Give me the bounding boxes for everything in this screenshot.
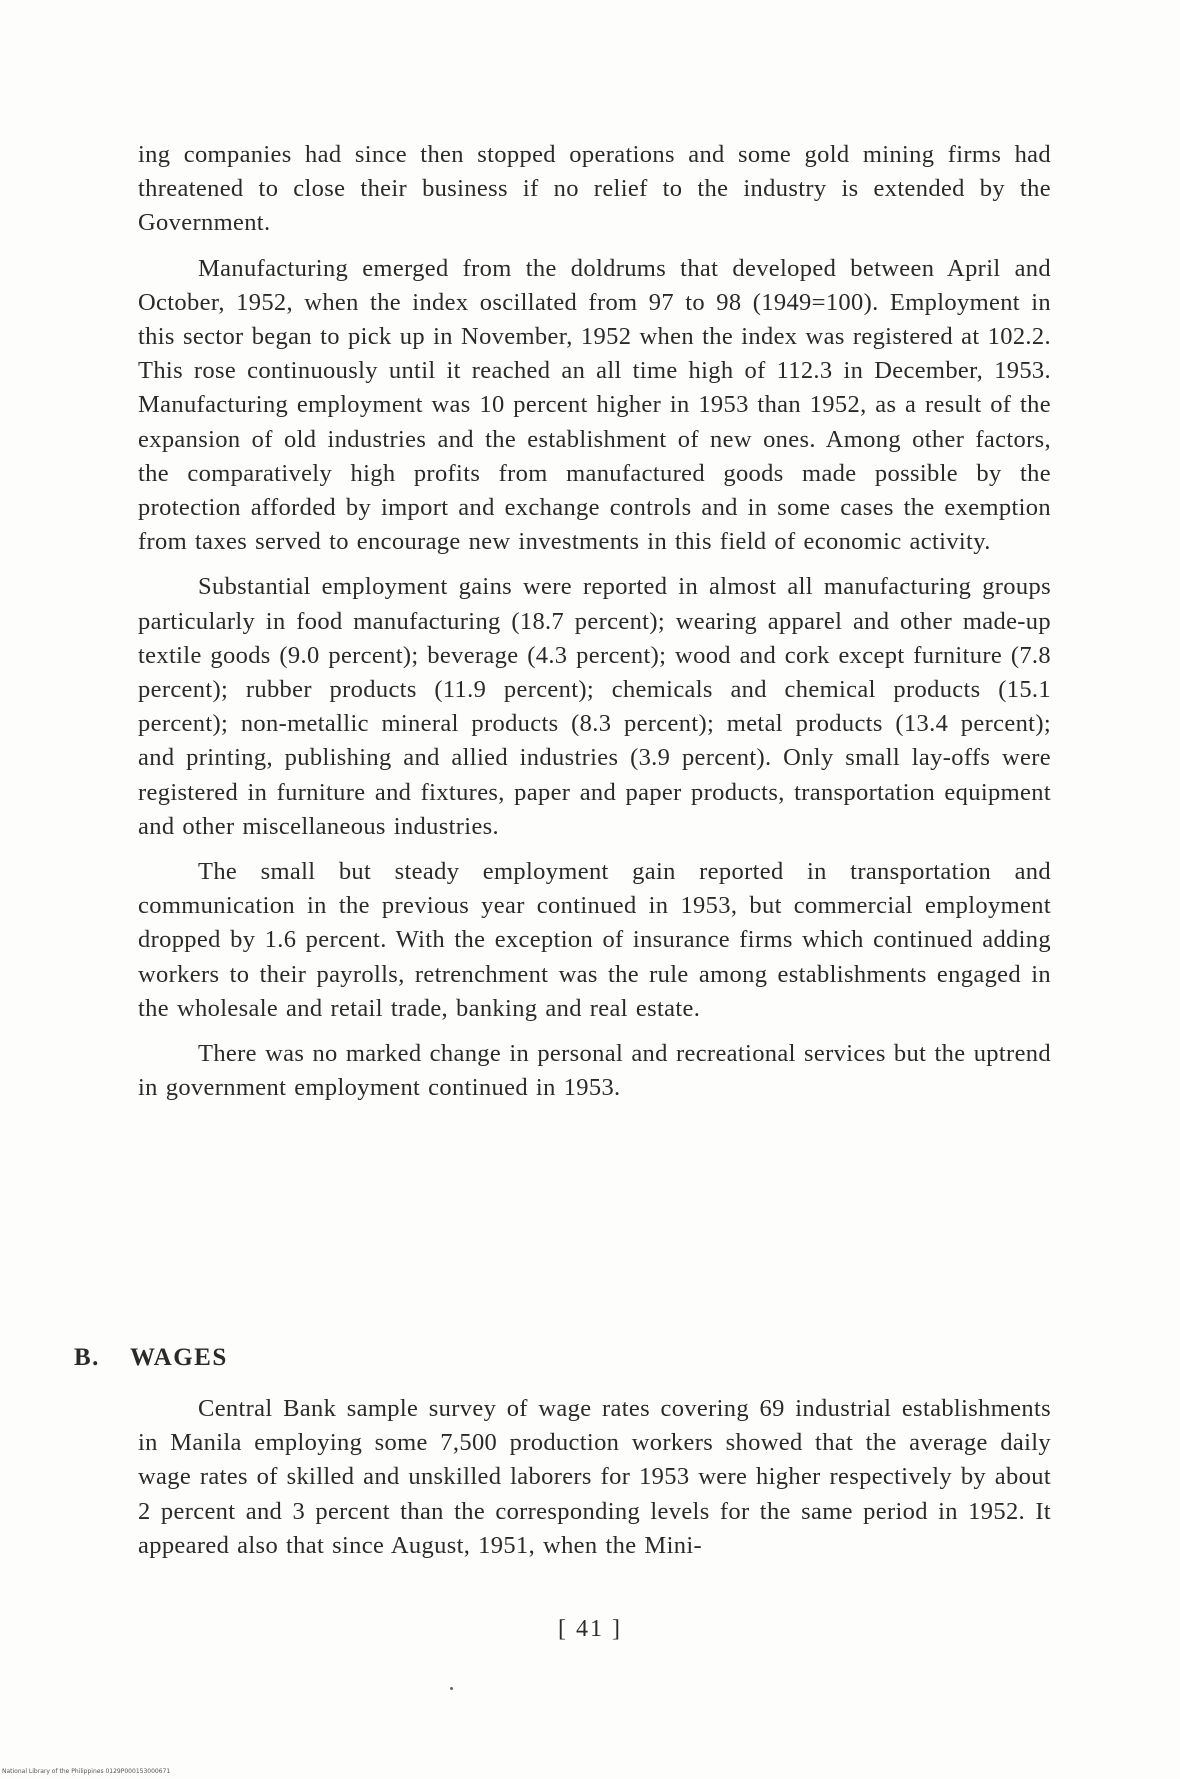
body-text (138, 138, 1051, 1105)
library-footer-stamp: National Library of the Philippines 0129P000153000671 (2, 1768, 171, 1775)
paragraph-wages: Central Bank sample survey of wage rates covering 69 industrial establishments in Manila employing some 7,500 production workers showed that the average daily wage rates of skilled and unskilled laborers for 1953 were higher respectively by about 2 percent and 3 percent than the corresponding levels for the same period in 1952. It appeared also that since August, 1951, when the Mini- (138, 1395, 1051, 1559)
scan-speck (450, 1687, 453, 1690)
wages-section-text (138, 1392, 1051, 1563)
paragraph-transportation: The small but steady employment gain reported in transportation and communication in the previous year continued in 1953, but commercial employment dropped by 1.6 percent. With the exception of insurance firms which continued adding workers to their payrolls, retrenchment was the rule among establishments engaged in the wholesale and retail trade, banking and real estate. (138, 858, 1051, 1022)
section-letter: B. (74, 1344, 100, 1371)
section-title: WAGES (129, 1344, 228, 1371)
paragraph-services: There was no marked change in personal and recreational services but the uptrend in government employment continued in 1953. (138, 1040, 1051, 1102)
section-heading-wages (74, 1344, 228, 1372)
paragraph-employment-gains: Substantial employment gains were reported in almost all manufacturing groups particularly in food manufacturing (18.7 percent); wearing apparel and other made-up textile goods (9.0 percent); beverage (4.3 percent); wood and cork except furniture (7.8 percent); rubber products (11.9 percent); chemicals and chemical products (15.1 percent); non-metallic mineral products (8.3 percent); metal products (13.4 percent); and printing, publishing and allied industries (3.9 percent). Only small lay-offs were registered in furniture and fixtures, paper and paper products, transportation equipment and other miscellaneous industries. (138, 573, 1051, 840)
paragraph-manufacturing: Manufacturing emerged from the doldrums that developed between April and October, 1952, when the index oscillated from 97 to 98 (1949=100). Employment in this sector began to pick up in November, 1952 when the index was registered at 102.2. This rose continuously until it reached an all time high of 112.3 in December, 1953. Manufacturing employment was 10 percent higher in 1953 than 1952, as a result of the expansion of old industries and the establishment of new ones. Among other factors, the comparatively high profits from manufactured goods made possible by the protection afforded by import and exchange controls and in some cases the exemption from taxes served to encourage new investments in this field of economic activity. (138, 254, 1051, 556)
page-number: [ 41 ] (558, 1616, 622, 1642)
paragraph-continuation: ing companies had since then stopped operations and some gold mining firms had threatened to close their business if no relief to the industry is extended by the Government. (138, 141, 1051, 237)
